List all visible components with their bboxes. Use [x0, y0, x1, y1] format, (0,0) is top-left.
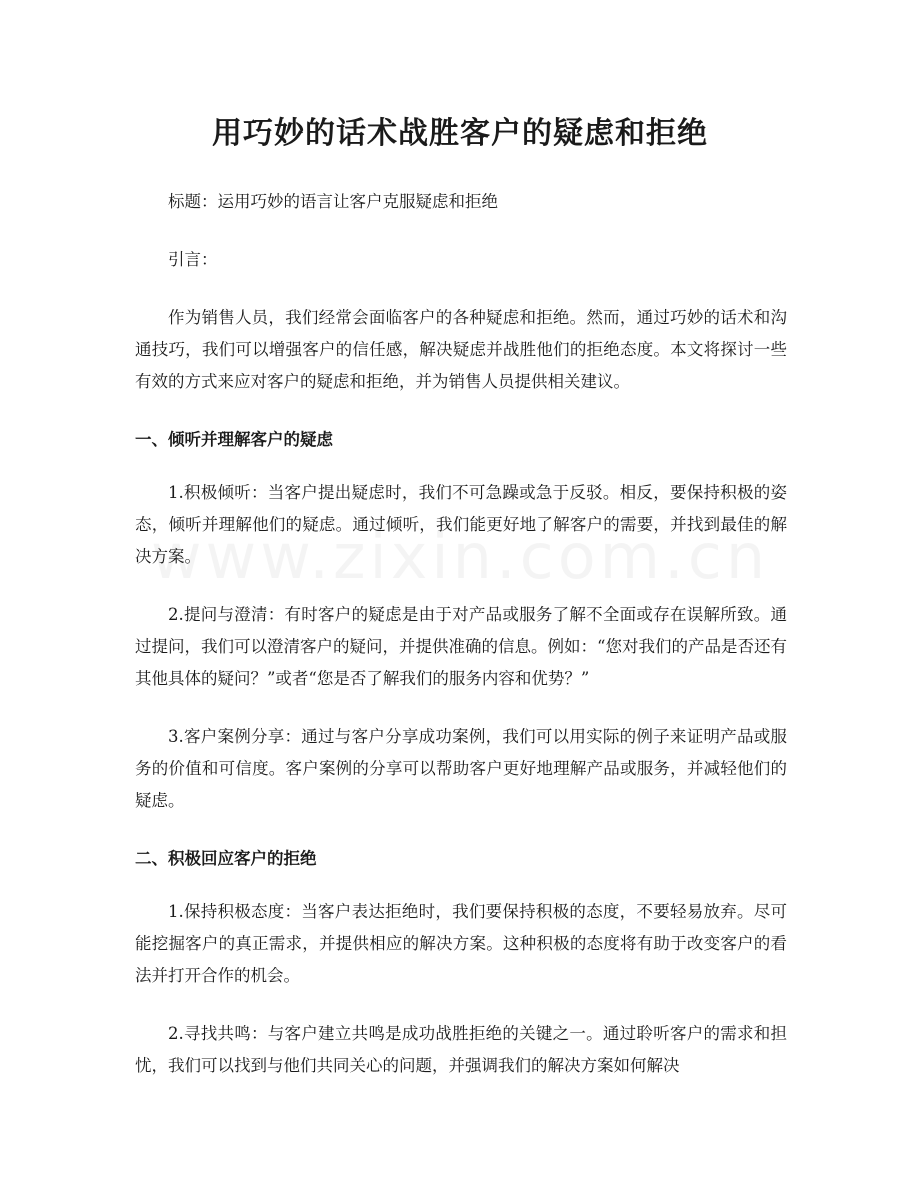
section-2-paragraph-2: 2.寻找共鸣：与客户建立共鸣是成功战胜拒绝的关键之一。通过聆听客户的需求和担忧，我们可以找到与他们共同关心的问题，并强调我们的解决方案如何解决 [135, 1024, 787, 1075]
intro-label: 引言： [168, 250, 218, 269]
section-heading-1: 一、倾听并理解客户的疑虑 [135, 430, 333, 449]
section-1-paragraph-2: 2.提问与澄清：有时客户的疑虑是由于对产品或服务了解不全面或存在误解所致。通过提问，我们可以澄清客户的疑问，并提供准确的信息。例如：“您对我们的产品是否还有其他具体的疑问？”或者“您是否了解我们的服务内容和优势？” [135, 605, 787, 688]
section-2-paragraph-1: 1.保持积极态度：当客户表达拒绝时，我们要保持积极的态度，不要轻易放弃。尽可能挖掘客户的真正需求，并提供相应的解决方案。这种积极的态度将有助于改变客户的看法并打开合作的机会。 [135, 902, 787, 985]
document-title: 用巧妙的话术战胜客户的疑虑和拒绝 [212, 116, 708, 151]
intro-paragraph: 作为销售人员，我们经常会面临客户的各种疑虑和拒绝。然而，通过巧妙的话术和沟通技巧，我们可以增强客户的信任感，解决疑虑并战胜他们的拒绝态度。本文将探讨一些有效的方式来应对客户的疑虑和拒绝，并为销售人员提供相关建议。 [135, 308, 787, 391]
document-body [135, 186, 787, 1108]
section-1-paragraph-3: 3.客户案例分享：通过与客户分享成功案例，我们可以用实际的例子来证明产品或服务的价值和可信度。客户案例的分享可以帮助客户更好地理解产品或服务，并减轻他们的疑虑。 [135, 727, 787, 810]
section-heading-2: 二、积极回应客户的拒绝 [135, 849, 317, 868]
section-1-paragraph-1: 1.积极倾听：当客户提出疑虑时，我们不可急躁或急于反驳。相反，要保持积极的姿态，倾听并理解他们的疑虑。通过倾听，我们能更好地了解客户的需要，并找到最佳的解决方案。 [135, 483, 787, 566]
subtitle: 标题：运用巧妙的语言让客户克服疑虑和拒绝 [168, 192, 498, 211]
